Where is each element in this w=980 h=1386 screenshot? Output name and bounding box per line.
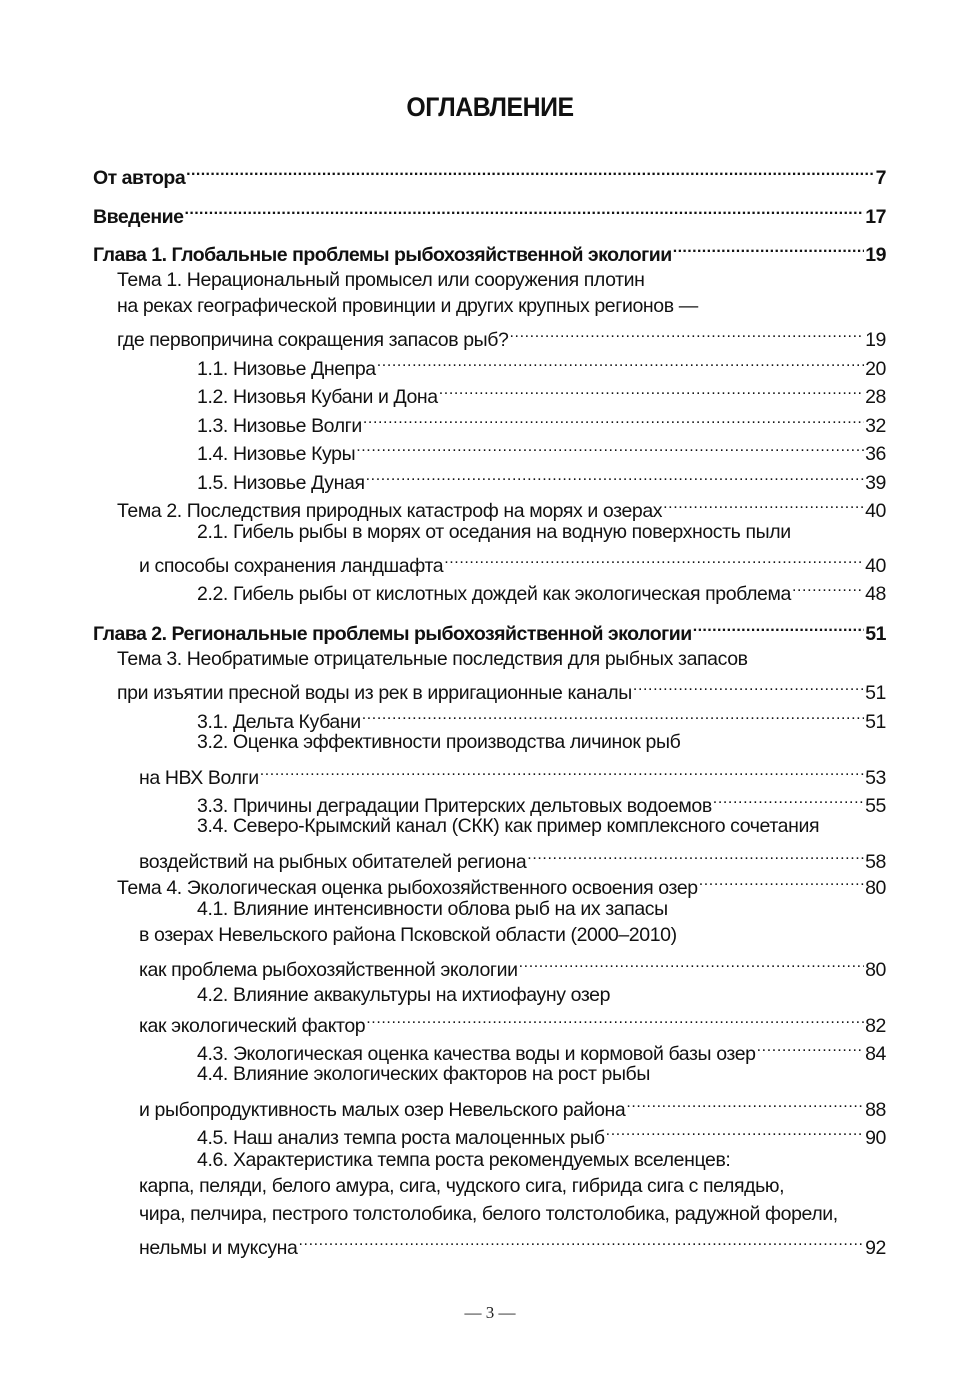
toc-entry-title: 4.3. Экологическая оценка качества воды и кормовой базы озер [197,1043,756,1065]
toc-entry-title: 3.3. Причины деградации Притерских дельтовых водоемов [197,795,712,817]
toc-entry-title: 1.1. Низовье Днепра [197,358,376,380]
toc-entry-title: 1.3. Низовье Волги [197,415,362,437]
toc-entry-title: 1.5. Низовье Дуная [197,472,365,494]
dot-leader [366,1004,864,1032]
toc-entry-title: в озерах Невельского района Псковской области (2000–2010) [139,924,677,946]
toc-line [197,1146,730,1174]
toc-page-number: 19 [865,244,886,266]
toc-page-number: 17 [865,206,886,228]
toc-entry-title: на НВХ Волги [139,767,259,789]
dot-leader [299,1226,865,1254]
toc-page-number: 51 [865,623,886,645]
dot-leader [510,318,865,346]
dot-leader [185,195,865,223]
toc-line [139,948,886,984]
toc-page-number: 48 [865,583,886,605]
toc-line [117,292,698,320]
toc-page-number: 55 [865,795,886,817]
toc-line [117,266,645,294]
toc-line [139,1200,838,1228]
toc-entry-title: воздействий на рыбных обитателей региона [139,851,527,873]
dot-leader [633,671,864,699]
toc-entry-title: карпа, пеляди, белого амура, сига, чудского сига, гибрида сига с пелядью, [139,1175,785,1197]
dot-leader [713,784,864,812]
toc-entry-title: 2.2. Гибель рыбы от кислотных дождей как экологическая проблема [197,583,791,605]
toc-page-number: 80 [865,959,886,981]
toc-entry-title: 4.6. Характеристика темпа роста рекомендуемых вселенцев: [197,1149,731,1171]
toc-entry-title: на реках географической провинции и других крупных регионов — [117,295,698,317]
toc-entry-title: Введение [93,206,184,228]
toc-entry-title: как экологический фактор [139,1015,366,1037]
toc-line [197,572,886,608]
toc-page-number: 80 [865,877,886,899]
dot-leader [519,948,865,976]
toc-entry-title: 1.2. Низовья Кубани и Дона [197,386,438,408]
toc-page-number: 40 [865,555,886,577]
toc-page-number: 92 [865,1237,886,1259]
dot-leader [606,1116,864,1144]
dot-leader [444,544,864,572]
toc-entry-title: Тема 3. Необратимые отрицательные последствия для рыбных запасов [117,648,748,670]
toc-line [139,1226,886,1262]
toc-line [93,233,886,269]
toc-page-number: 58 [865,851,886,873]
toc-entry-title: чира, пелчира, пестрого толстолобика, белого толстолобика, радужной форели, [139,1203,838,1225]
toc-line [93,156,886,192]
toc-page-number: 84 [865,1043,886,1065]
dot-leader [356,432,864,460]
toc-entry-title: 3.2. Оценка эффективности производства личинок рыб [197,731,681,753]
toc-page-number: 88 [865,1099,886,1121]
page-number: — 3 — [464,1303,516,1322]
toc-line [93,195,886,231]
toc-page-number: 51 [865,711,886,733]
toc-page-number: 36 [865,443,886,465]
toc-entry-title: и способы сохранения ландшафта [139,555,444,577]
toc-line [197,728,680,756]
toc-line [197,812,819,840]
dot-leader [663,489,864,517]
dot-leader [377,347,864,375]
toc-page-number: 7 [875,167,886,189]
dot-leader [366,461,864,489]
dot-leader [186,156,874,184]
dot-leader [260,756,864,784]
toc-entry-title: 4.1. Влияние интенсивности облова рыб на их запасы [197,898,668,920]
page-title: ОГЛАВЛЕНИЕ [406,92,574,122]
toc-entry-title: Тема 4. Экологическая оценка рыбохозяйственного освоения озер [117,877,698,899]
toc-page-number: 40 [865,500,886,522]
toc-page-number: 19 [865,329,886,351]
toc-line [117,645,748,673]
dot-leader [673,233,865,261]
toc-entry-title: при изъятии пресной воды из рек в ирригационные каналы [117,682,632,704]
toc-entry-title: От автора [93,167,186,189]
dot-leader [527,840,864,868]
dot-leader [439,375,864,403]
dot-leader [693,612,865,640]
toc-entry-title: 1.4. Низовье Куры [197,443,356,465]
toc-page-number: 20 [865,358,886,380]
toc-entry-title: Тема 1. Нерациональный промысел или сооружения плотин [117,269,645,291]
toc-line [197,895,668,923]
toc-page-number: 32 [865,415,886,437]
dot-leader [363,404,864,432]
dot-leader [757,1032,864,1060]
dot-leader [792,572,864,600]
dot-leader [626,1088,864,1116]
dot-leader [699,866,864,894]
toc-page-number: 53 [865,767,886,789]
toc-page-number: 82 [865,1015,886,1037]
toc-line [197,518,791,546]
toc-line [197,1060,650,1088]
toc-line [139,921,677,949]
toc-entry-title: Глава 2. Региональные проблемы рыбохозяйственной экологии [93,623,692,645]
toc-entry-title: 4.4. Влияние экологических факторов на рост рыбы [197,1063,650,1085]
toc-line [93,612,886,648]
toc-entry-title: 4.2. Влияние аквакультуры на ихтиофауну озер [197,984,611,1006]
toc-line [139,1172,784,1200]
toc-entry-title: как проблема рыбохозяйственной экологии [139,959,518,981]
toc-page-number: 28 [865,386,886,408]
toc-entry-title: и рыбопродуктивность малых озер Невельского района [139,1099,626,1121]
toc-entry-title: 3.4. Северо-Крымский канал (СКК) как пример комплексного сочетания [197,815,820,837]
toc-entry-title: Глава 1. Глобальные проблемы рыбохозяйственной экологии [93,244,672,266]
toc-entry-title: Тема 2. Последствия природных катастроф на морях и озерах [117,500,663,522]
toc-page-number: 39 [865,472,886,494]
toc-entry-title: нельмы и муксуна [139,1237,298,1259]
toc-page-number: 90 [865,1127,886,1149]
toc-entry-title: 3.1. Дельта Кубани [197,711,361,733]
toc-entry-title: где первопричина сокращения запасов рыб? [117,329,509,351]
toc-page-number: 51 [865,682,886,704]
toc-entry-title: 2.1. Гибель рыбы в морях от оседания на водную поверхность пыли [197,521,791,543]
toc-entry-title: 4.5. Наш анализ темпа роста малоценных рыб [197,1127,605,1149]
dot-leader [362,700,864,728]
